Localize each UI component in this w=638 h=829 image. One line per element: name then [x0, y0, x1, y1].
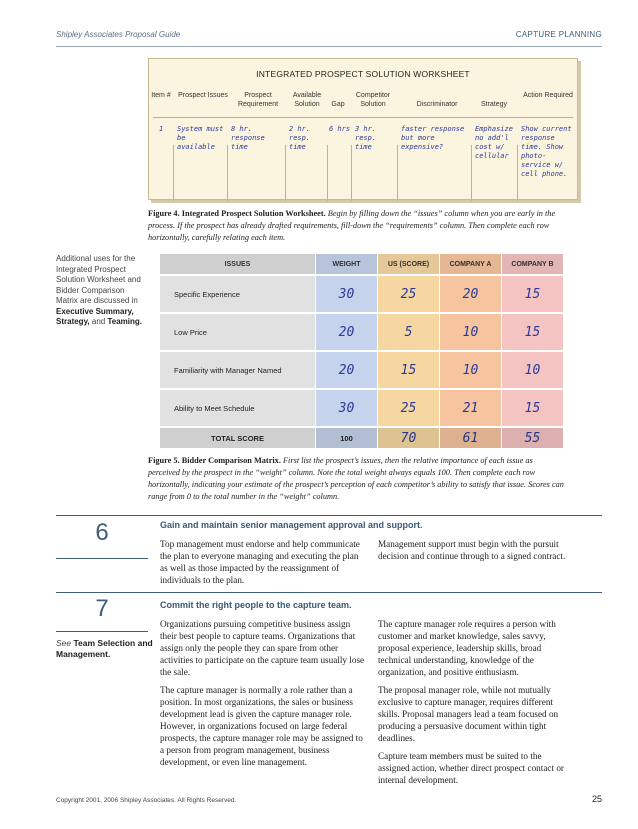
step-7-underline: [56, 631, 148, 632]
step-7-title: Commit the right people to the capture team.: [160, 600, 352, 610]
see-reference: Team Selection and Management.: [56, 638, 153, 659]
step-6-right-text: Management support must begin with the pursuit decision and continue through to a signed contract.: [378, 539, 566, 561]
header-divider: [56, 46, 602, 47]
copyright: Copyright 2001, 2006 Shipley Associates. All Rights Reserved.: [56, 797, 237, 804]
matrix-company-b-value: 15: [502, 314, 563, 350]
matrix-issue-label: Specific Experience: [160, 276, 315, 312]
matrix-row: [160, 352, 564, 388]
ws-action-value: Show current response time. Show photo-service w/ cell phone.: [521, 125, 572, 178]
matrix-weight-value: 30: [316, 390, 377, 426]
matrix-company-b-value: 10: [502, 352, 563, 388]
figure-5-text: First list the prospect’s issues, then the relative importance of each issue as perceived by the prospect in the “weight” column. Note the total weight always equals 100. Then complete each row horizontally, indicating your estimate of the prospect’s perception of each competitor’s ability to satisfy that issue. Scores can range from 0 to the total number in the “weight” column.: [148, 456, 564, 501]
total-us-score: 70: [378, 428, 439, 448]
ws-divider: [173, 145, 174, 201]
ws-issue-value: System must be available: [177, 125, 224, 151]
step-7-right-column: [378, 618, 574, 792]
matrix-issue-label: Low Price: [160, 314, 315, 350]
matrix-row: [160, 314, 564, 350]
page-number: 25: [591, 794, 602, 804]
step-6-number: 6: [95, 519, 109, 546]
worksheet-title: INTEGRATED PROSPECT SOLUTION WORKSHEET: [256, 69, 470, 79]
ws-requirement-value: 8 hr. response time: [231, 125, 265, 151]
step-6-underline: [56, 558, 148, 559]
step-7-left-p2: The capture manager is normally a role rather than a position. In most organizations, the sales or business development lead is given the capture manager role. However, in organizations focused on large federal prospects, the capture manager role may be assigned to a person from program management, business development, or even line management.: [160, 685, 363, 767]
total-weight: 100: [316, 428, 377, 448]
matrix-company-a-value: 21: [440, 390, 501, 426]
ws-divider: [471, 145, 472, 201]
ws-col-discriminator: Discriminator: [416, 101, 458, 108]
matrix-total-row: [160, 428, 564, 448]
figure-4-caption: [148, 208, 564, 244]
ws-divider: [397, 145, 398, 201]
side-note-bold-2: Teaming.: [107, 317, 142, 326]
ws-discriminator-value: faster response but more expensive?: [401, 125, 465, 151]
running-header-title: Shipley Associates Proposal Guide: [56, 30, 181, 39]
matrix-header-issues: ISSUES: [160, 254, 315, 274]
ws-col-strategy: Strategy: [480, 101, 508, 108]
ws-item-value: 1: [159, 125, 164, 133]
ws-divider: [517, 145, 518, 201]
ws-col-issues: Prospect Issues: [178, 92, 228, 99]
ws-col-action: Action Required: [523, 92, 573, 99]
total-score-label: TOTAL SCORE: [160, 428, 315, 448]
matrix-row: [160, 276, 564, 312]
matrix-header-weight: WEIGHT: [316, 254, 377, 274]
step-6-left-text: Top management must endorse and help communicate the plan to everyone managing and executing the plan as well as those impacted by the reassignment of individuals to the plan.: [160, 539, 360, 585]
total-company-a: 61: [440, 428, 501, 448]
section-header: CAPTURE PLANNING: [515, 30, 602, 39]
matrix-weight-value: 30: [316, 276, 377, 312]
ws-col-requirement: Prospect Requirement: [237, 92, 279, 108]
matrix-issue-label: Ability to Meet Schedule: [160, 390, 315, 426]
ws-col-item: Item #: [151, 92, 171, 99]
matrix-header-company-a: COMPANY A: [440, 254, 501, 274]
ws-col-available: Available Solution: [292, 92, 322, 108]
ws-divider: [227, 145, 228, 201]
matrix-us-score-value: 25: [378, 276, 439, 312]
figure-5-caption: [148, 455, 564, 503]
figure-4-text: Begin by filling down the “issues” column when you are early in the process. If the prospect has already drafted requirements, fill-down the “requirements” column. Then complete each row horizontally, carefully relating each item.: [148, 209, 556, 242]
matrix-us-score-value: 5: [378, 314, 439, 350]
ws-header-rule: [153, 117, 573, 118]
bidder-comparison-matrix: [160, 254, 564, 447]
step-7-number: 7: [95, 595, 109, 622]
step-7-right-p2: The proposal manager role, while not mutually exclusive to capture manager, requires different skills. Proposal managers lead a team focused on producing a persuasive document within tight deadlines.: [378, 685, 559, 743]
step-7-left-p1: Organizations pursuing competitive business assign their best people to capture teams. Organizations that assign only the people they can spare from other activities to participate on the capture team usually lose the sale.: [160, 619, 365, 677]
see-prefix: See: [56, 638, 72, 648]
matrix-row: [160, 390, 564, 426]
side-note-and: and: [91, 317, 106, 326]
matrix-us-score-value: 15: [378, 352, 439, 388]
step-7-right-p1: The capture manager role requires a person with customer and market knowledge, sales savvy, proposal experience, leadership skills, broad technical understanding, knowledge of the organization, and positive enthusiasm.: [378, 619, 556, 677]
section-divider: [56, 592, 602, 593]
ws-gap-value: 6 hrs: [329, 125, 351, 133]
ws-available-value: 2 hr. resp. time: [289, 125, 311, 151]
section-divider: [56, 515, 602, 516]
matrix-header-row: [160, 254, 564, 274]
step-7-right-p3: Capture team members must be suited to the assigned action, whether direct prospect contact or internal development.: [378, 751, 564, 785]
matrix-header-us-score: US (SCORE): [378, 254, 439, 274]
matrix-header-company-b: COMPANY B: [502, 254, 563, 274]
matrix-weight-value: 20: [316, 352, 377, 388]
ws-strategy-value: Emphasize no add'l cost w/ cellular: [475, 125, 513, 160]
total-company-b: 55: [502, 428, 563, 448]
ws-col-gap: Gap: [331, 101, 345, 108]
matrix-us-score-value: 25: [378, 390, 439, 426]
matrix-company-b-value: 15: [502, 276, 563, 312]
figure-5-label: Figure 5. Bidder Comparison Matrix.: [148, 456, 281, 465]
ws-divider: [327, 145, 328, 201]
matrix-company-a-value: 10: [440, 352, 501, 388]
step-7-left-column: [160, 618, 368, 774]
figure-4-label: Figure 4. Integrated Prospect Solution Worksheet.: [148, 209, 326, 218]
matrix-issue-label: Familiarity with Manager Named: [160, 352, 315, 388]
step-6-title: Gain and maintain senior management approval and support.: [160, 520, 423, 530]
matrix-company-a-value: 20: [440, 276, 501, 312]
matrix-company-b-value: 15: [502, 390, 563, 426]
side-note-text: Additional uses for the Integrated Prospect Solution Worksheet and Bidder Comparison Matrix are discussed in: [56, 254, 141, 305]
ws-competitor-value: 3 hr. resp. time: [355, 125, 377, 151]
matrix-company-a-value: 10: [440, 314, 501, 350]
ws-col-competitor: Competitor Solution: [355, 92, 391, 108]
side-note-bold-1: Executive Summary, Strategy,: [56, 306, 134, 326]
side-note: [56, 254, 148, 328]
matrix-weight-value: 20: [316, 314, 377, 350]
ws-divider: [351, 145, 352, 201]
see-also-note: [56, 638, 156, 660]
ws-divider: [285, 145, 286, 201]
solution-worksheet: [148, 58, 578, 200]
